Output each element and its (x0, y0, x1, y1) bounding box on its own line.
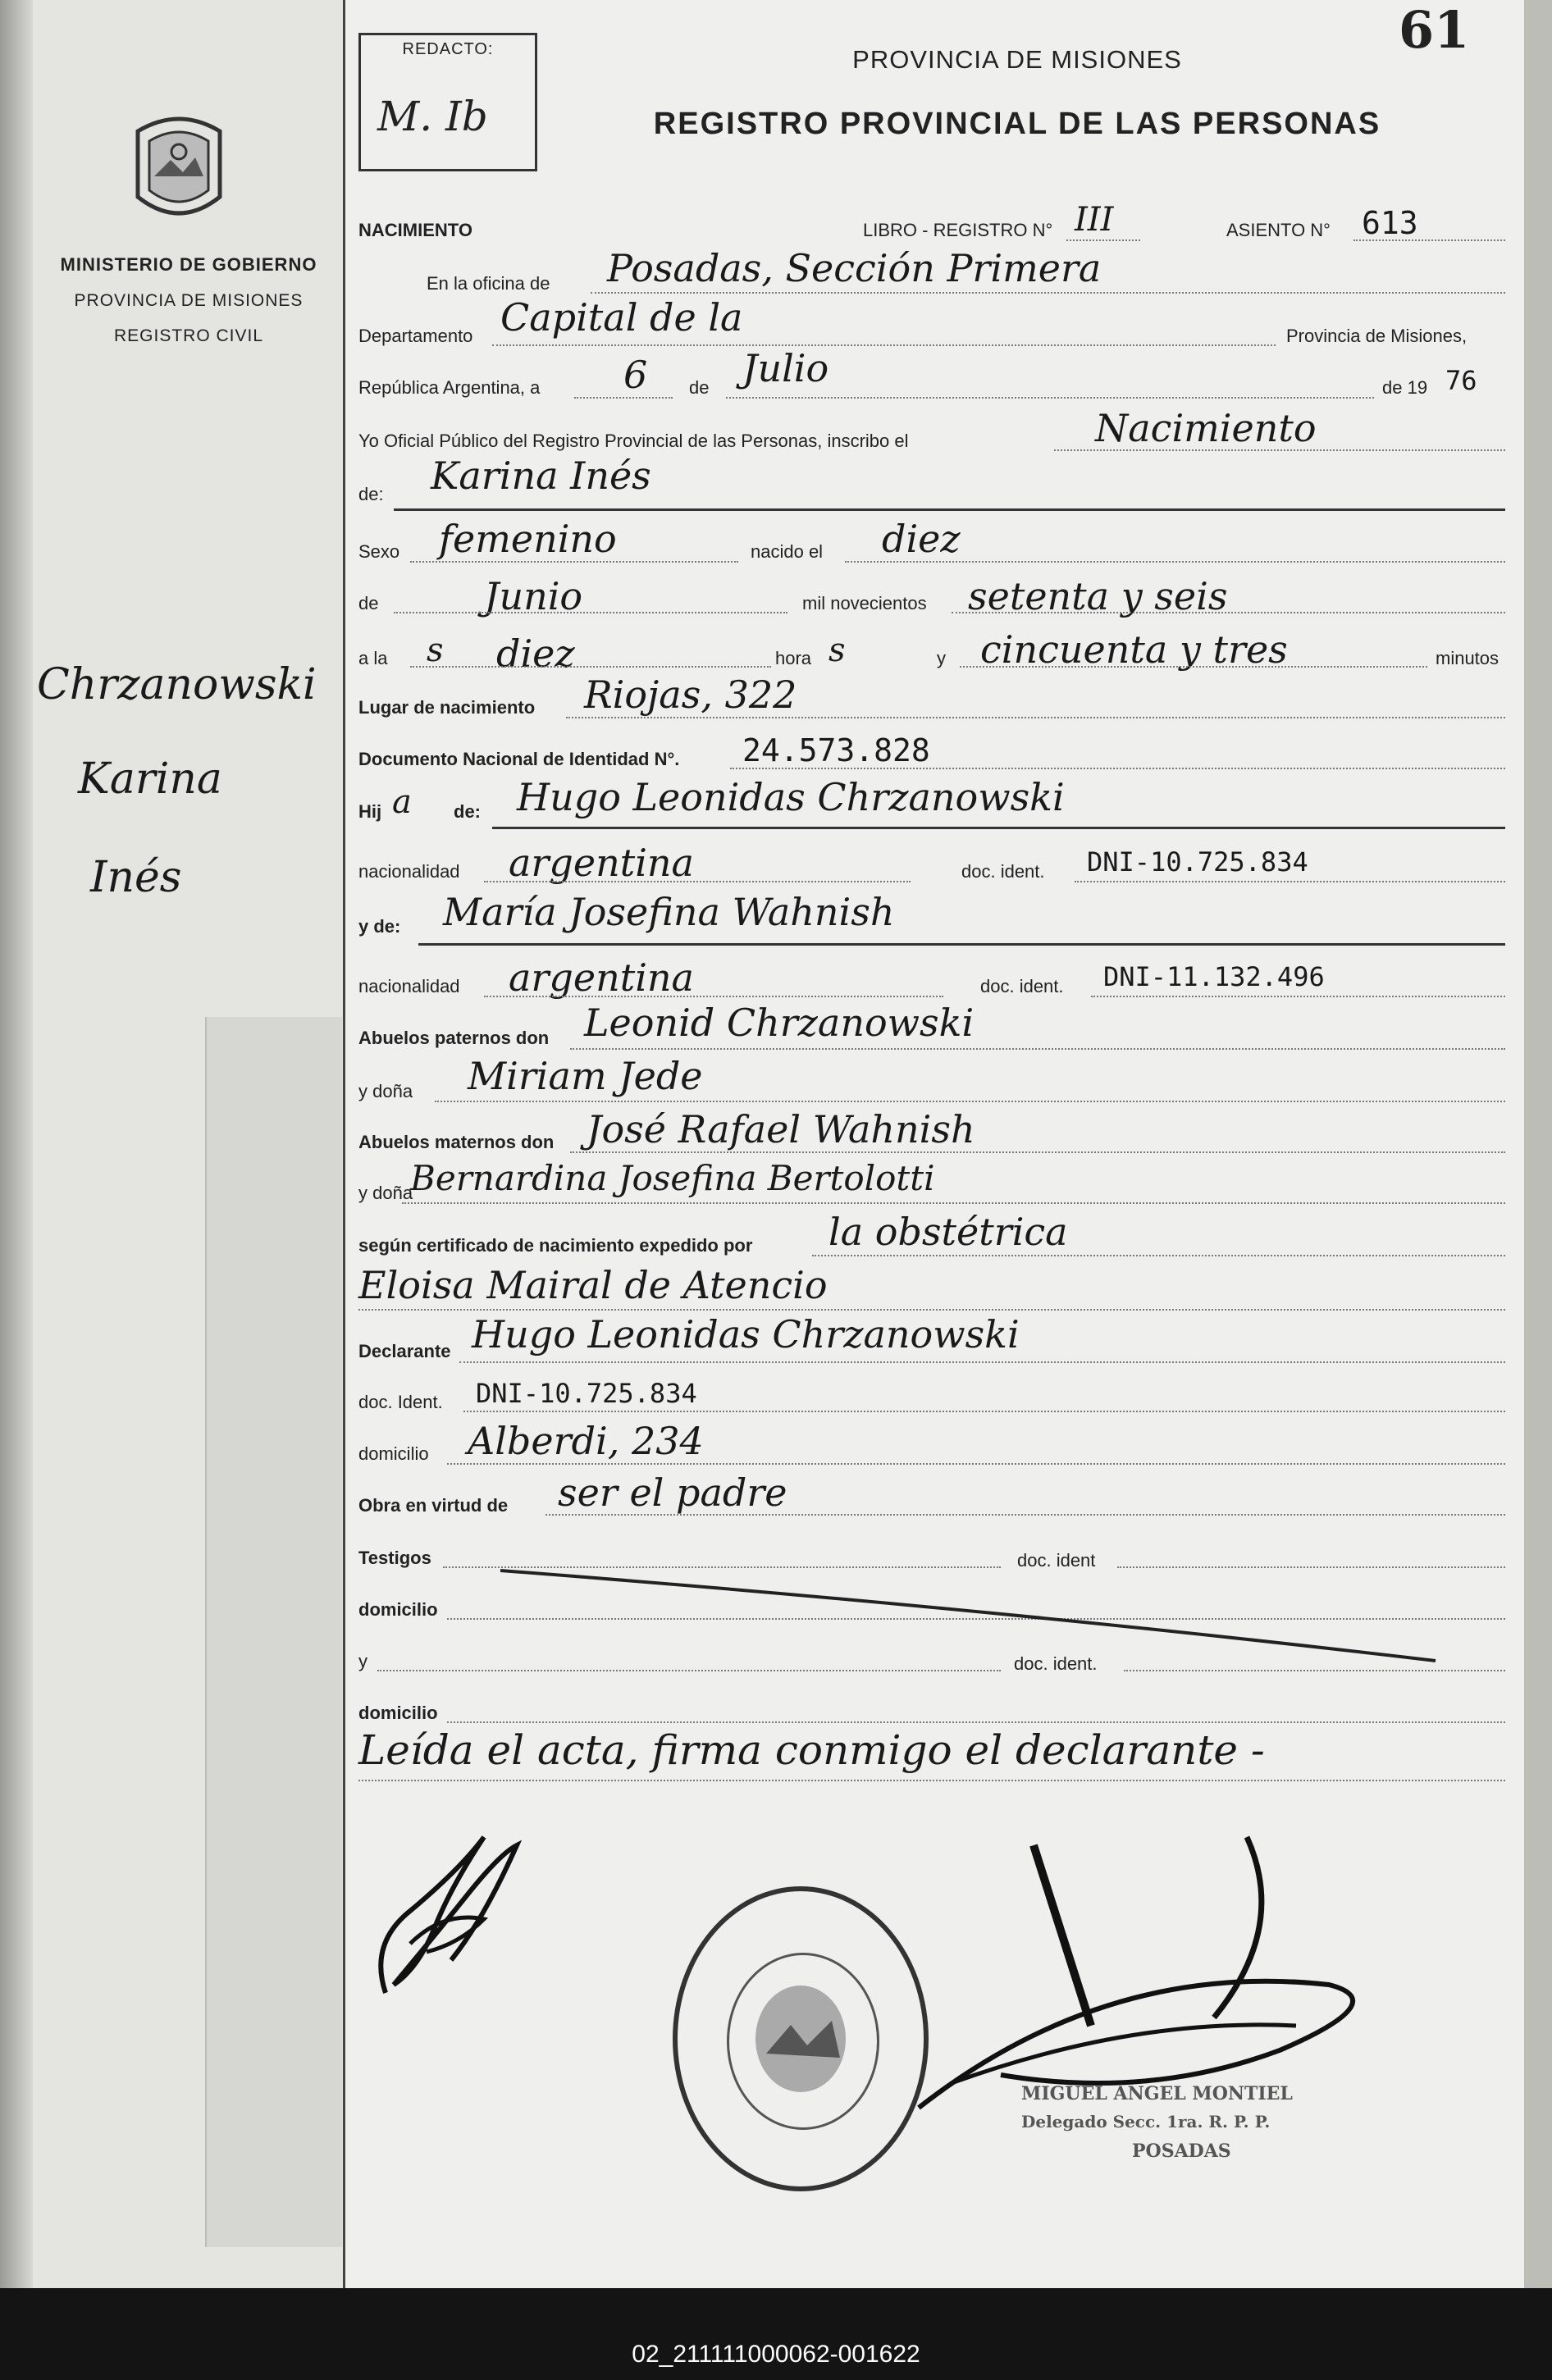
father-name-value: Hugo Leonidas Chrzanowski (517, 775, 1065, 819)
image-caption: 02_211111000062-001622 (632, 2341, 920, 2368)
stamp-emblem-icon (729, 1955, 872, 2122)
hij-label: Hij (358, 801, 382, 822)
certificate-issuer-value: la obstétrica (828, 1210, 1068, 1254)
name-label: de: (358, 484, 384, 504)
birth-month-value: Junio (484, 574, 583, 618)
birth-year-value: setenta y seis (968, 574, 1228, 618)
nacido-line (845, 561, 1505, 563)
certificate-issuer-line (812, 1255, 1505, 1256)
lugar-label: Lugar de nacimiento (358, 697, 536, 718)
officer-title: Delegado Secc. 1ra. R. P. P. (1021, 2112, 1271, 2132)
child-name-value: Karina Inés (431, 454, 651, 498)
doc2-label: doc. ident. (980, 976, 1064, 996)
provincial-seal-icon (121, 107, 236, 230)
declarante-doc-line (463, 1411, 1505, 1412)
strike-line (492, 1558, 1444, 1673)
testigos-doc-label: doc. ident (1017, 1550, 1096, 1571)
paternal-grandfather-value: Leonid Chrzanowski (584, 1001, 975, 1045)
lugar-value: Riojas, 322 (584, 673, 797, 717)
certificate-midwife-line (358, 1309, 1505, 1311)
departamento-label: Departamento (358, 326, 473, 346)
asiento-value: 613 (1362, 205, 1418, 241)
obra-value: ser el padre (558, 1470, 787, 1515)
year-value: 76 (1445, 365, 1477, 396)
maternal-grandmother-label: y doña (358, 1183, 413, 1203)
hour-line (410, 666, 771, 668)
mil-label: mil novecientos (802, 593, 927, 613)
nac2-label: nacionalidad (358, 976, 460, 996)
redacto-initials: M. Ib (377, 93, 488, 140)
libro-line (1066, 239, 1140, 241)
month-line (726, 397, 1374, 399)
dni-line (730, 768, 1505, 769)
hora-label: hora (775, 648, 812, 668)
declarante-value: Hugo Leonidas Chrzanowski (472, 1312, 1020, 1356)
paternal-grandmother-value: Miriam Jede (468, 1054, 703, 1098)
oficina-value: Posadas, Sección Primera (607, 246, 1102, 290)
y2-label: y (358, 1651, 367, 1671)
testigos-label: Testigos (358, 1548, 431, 1568)
redacto-box (358, 33, 537, 171)
official-stamp (673, 1886, 929, 2191)
page-edge (1524, 0, 1552, 2288)
nac2-line (484, 996, 943, 997)
doc1-line (1075, 881, 1505, 882)
declarante-line (459, 1361, 1505, 1363)
inscribo-value: Nacimiento (1095, 406, 1317, 450)
asiento-line (1353, 239, 1505, 241)
mother-name-value: María Josefina Wahnish (443, 890, 895, 934)
provincia-suffix: Provincia de Misiones, (1286, 326, 1468, 346)
oficina-line (591, 292, 1505, 294)
declarante-doc-label: doc. Ident. (358, 1392, 443, 1412)
doc2-line (1091, 996, 1505, 997)
margin-note-surname: Chrzanowski (37, 660, 317, 709)
oficina-label: En la oficina de (427, 273, 550, 294)
minutos-label: minutos (1436, 648, 1500, 668)
registry-heading: REGISTRO PROVINCIAL DE LAS PERSONAS (653, 107, 1381, 141)
maternal-grandparents-label: Abuelos maternos don (358, 1132, 555, 1152)
obra-line (545, 1514, 1505, 1516)
declarant-signature (361, 1821, 541, 2009)
officer-city: POSADAS (1132, 2141, 1231, 2162)
declarante-doc-value: DNI-10.725.834 (476, 1378, 697, 1409)
doc1-value: DNI-10.725.834 (1087, 846, 1308, 878)
declarante-label: Declarante (358, 1341, 451, 1361)
republica-label: República Argentina, a (358, 377, 541, 398)
domicilio-label: domicilio (358, 1443, 429, 1464)
testigos-domicilio-label: domicilio (358, 1599, 438, 1620)
maternal-grandfather-value: José Rafael Wahnish (587, 1107, 975, 1151)
officer-name: MIGUEL ANGEL MONTIEL (1021, 2083, 1293, 2104)
doc2-value: DNI-11.132.496 (1103, 961, 1325, 992)
closing-line (358, 1780, 1505, 1781)
yde-label: y de: (358, 916, 401, 937)
province-heading: PROVINCIA DE MISIONES (852, 45, 1182, 74)
obra-label: Obra en virtud de (358, 1495, 509, 1516)
stamp-emblem (727, 1953, 879, 2130)
day-line (574, 397, 673, 399)
maternal-grandmother-line (402, 1202, 1505, 1204)
redacto-label: REDACTO: (402, 40, 494, 58)
paternal-grandmother-line (435, 1101, 1505, 1102)
paternal-grandmother-label: y doña (358, 1081, 413, 1101)
nac1-label: nacionalidad (358, 861, 460, 882)
sexo-label: Sexo (358, 541, 400, 562)
domicilio2-label: domicilio (358, 1703, 438, 1723)
margin-note-first-name: Karina (78, 755, 222, 804)
hora-suffix-value: s (828, 631, 846, 669)
certificate-midwife-value: Eloisa Mairal de Atencio (358, 1263, 828, 1307)
birth-month-label: de (358, 593, 379, 613)
libro-label: LIBRO - REGISTRO N° (863, 220, 1053, 240)
libro-value: III (1075, 201, 1114, 239)
nacido-value: diez (882, 517, 961, 561)
asiento-label: ASIENTO N° (1226, 220, 1331, 240)
paternal-grandfather-line (570, 1048, 1505, 1050)
yo-oficial-text: Yo Oficial Público del Registro Provincial de las Personas, inscribo el (358, 431, 909, 451)
ministry-registry: REGISTRO CIVIL (113, 326, 264, 345)
sexo-value: femenino (439, 517, 617, 561)
inscribo-line (1054, 449, 1505, 451)
maternal-grandfather-line (570, 1151, 1505, 1153)
a-la-value: s (427, 631, 444, 669)
act-type-label: NACIMIENTO (358, 220, 472, 240)
father-line (492, 827, 1505, 829)
day-value: 6 (623, 353, 648, 397)
domicilio-line (447, 1463, 1505, 1465)
minutes-value: cincuenta y tres (980, 627, 1288, 672)
nac1-value: argentina (509, 841, 694, 885)
ministry-name: MINISTERIO DE GOBIERNO (60, 254, 317, 275)
domicilio2-line (447, 1721, 1505, 1723)
margin-note-second-name: Inés (90, 853, 182, 902)
month-value: Julio (742, 346, 829, 390)
de-label: de (689, 377, 710, 398)
page-binding-shadow (0, 0, 33, 2288)
nacido-label: nacido el (751, 541, 824, 562)
name-line (394, 508, 1505, 511)
nac1-line (484, 881, 911, 882)
hij-suffix: a (392, 783, 412, 821)
domicilio-value: Alberdi, 234 (468, 1419, 704, 1463)
nac2-value: argentina (509, 955, 694, 1000)
paternal-grandparents-label: Abuelos paternos don (358, 1028, 550, 1048)
birth-month-line (394, 612, 787, 613)
mother-line (418, 943, 1505, 946)
departamento-value: Capital de la (500, 295, 743, 340)
birth-year-line (952, 612, 1505, 613)
minutes-line (960, 666, 1427, 668)
ministry-province: PROVINCIA DE MISIONES (74, 291, 304, 310)
certificate-label: según certificado de nacimiento expedido por (358, 1235, 753, 1256)
lugar-line (566, 717, 1505, 718)
y2-doc-label: doc. ident. (1014, 1653, 1098, 1674)
y-label: y (937, 648, 946, 668)
dni-label: Documento Nacional de Identidad N°. (358, 749, 680, 769)
tab-strip (205, 1017, 342, 2247)
hij-de-label: de: (454, 801, 481, 822)
maternal-grandmother-value: Bernardina Josefina Bertolotti (410, 1158, 935, 1198)
a-la-label: a la (358, 648, 388, 668)
doc1-label: doc. ident. (961, 861, 1045, 882)
hour-value: diez (496, 631, 575, 676)
sexo-line (410, 561, 738, 563)
page-number: 61 (1399, 0, 1470, 60)
year-prefix: de 19 (1382, 377, 1428, 398)
dni-value: 24.573.828 (742, 732, 930, 768)
departamento-line (492, 344, 1276, 346)
closing-text: Leída el acta, firma conmigo el declarante - (358, 1726, 1265, 1774)
